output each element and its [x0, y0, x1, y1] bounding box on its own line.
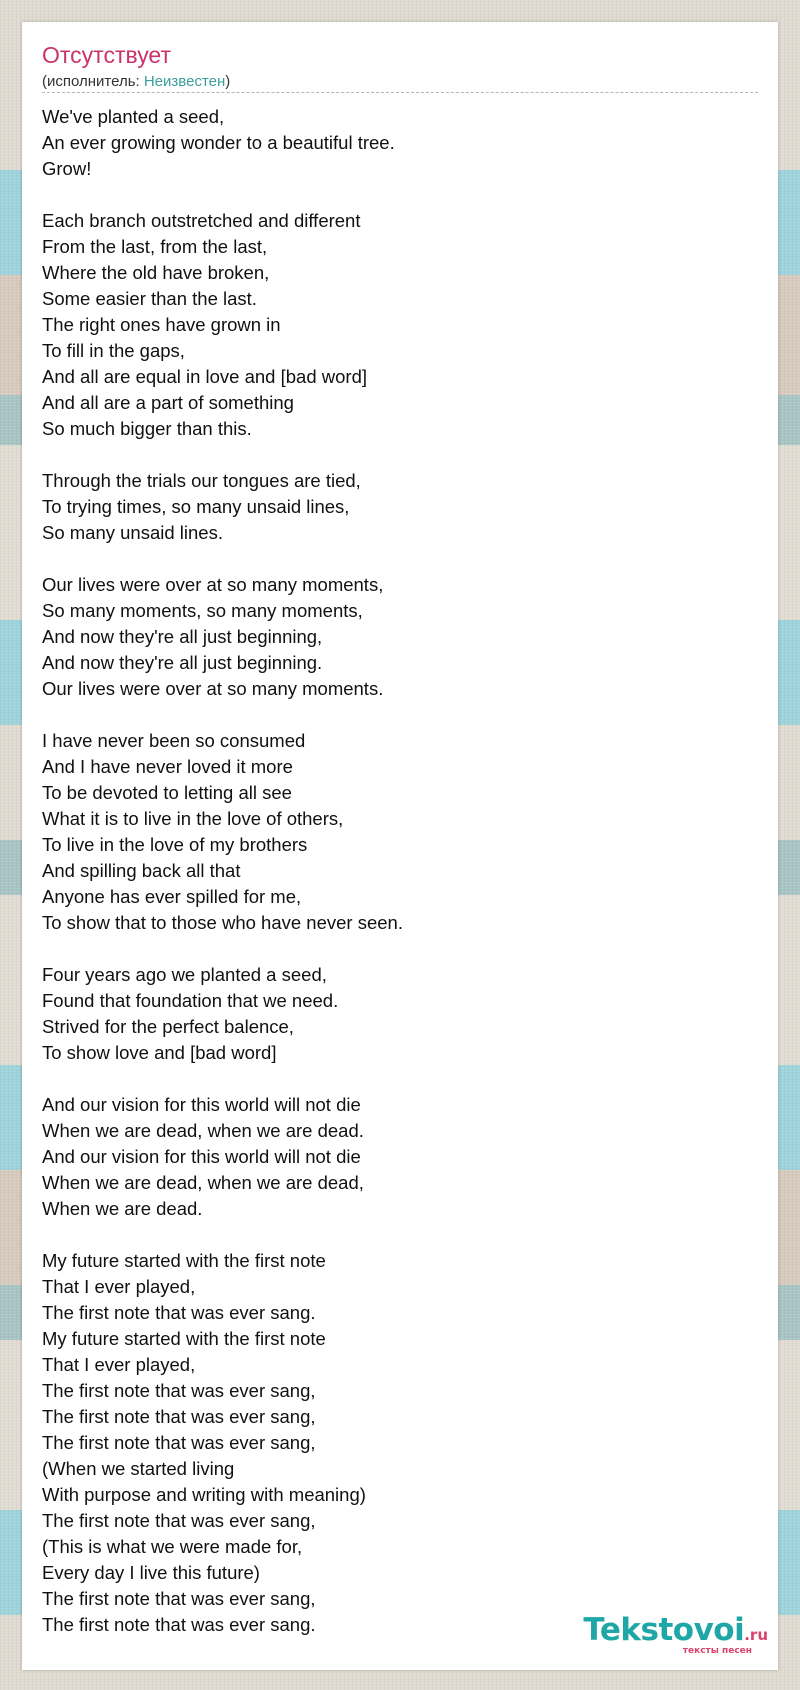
- lyric-line: The first note that was ever sang,: [42, 1406, 316, 1427]
- lyric-line: When we are dead.: [42, 1198, 203, 1219]
- lyric-line: My future started with the first note: [42, 1328, 326, 1349]
- lyric-line: The first note that was ever sang,: [42, 1588, 316, 1609]
- lyric-line: With purpose and writing with meaning): [42, 1484, 366, 1505]
- lyric-line: Found that foundation that we need.: [42, 990, 339, 1011]
- lyric-line: Where the old have broken,: [42, 262, 270, 283]
- lyric-line: My future started with the first note: [42, 1250, 326, 1271]
- lyric-line: To fill in the gaps,: [42, 340, 185, 361]
- tekstovoi-logo[interactable]: [583, 1612, 768, 1656]
- lyric-line: That I ever played,: [42, 1354, 196, 1375]
- lyrics-stanza: [42, 728, 758, 936]
- lyric-line: From the last, from the last,: [42, 236, 268, 257]
- lyric-line: Our lives were over at so many moments.: [42, 678, 384, 699]
- artist-suffix: ): [225, 73, 231, 90]
- lyric-line: To show that to those who have never seen.: [42, 912, 403, 933]
- lyric-line: And our vision for this world will not die: [42, 1094, 361, 1115]
- lyrics-text: [42, 104, 758, 1664]
- logo-name: Tekstovoi: [583, 1612, 745, 1648]
- lyric-line: So many moments, so many moments,: [42, 600, 363, 621]
- lyric-line: The right ones have grown in: [42, 314, 281, 335]
- lyrics-stanza: [42, 1092, 758, 1222]
- lyric-line: What it is to live in the love of others,: [42, 808, 344, 829]
- lyric-line: (This is what we were made for,: [42, 1536, 303, 1557]
- lyric-line: To show love and [bad word]: [42, 1042, 277, 1063]
- lyric-line: The first note that was ever sang,: [42, 1510, 316, 1531]
- lyric-line: Each branch outstretched and different: [42, 210, 361, 231]
- lyric-line: To trying times, so many unsaid lines,: [42, 496, 350, 517]
- lyrics-stanza: [42, 1248, 758, 1638]
- lyric-line: The first note that was ever sang,: [42, 1432, 316, 1453]
- lyric-line: And all are equal in love and [bad word]: [42, 366, 367, 387]
- lyric-line: So many unsaid lines.: [42, 522, 223, 543]
- lyrics-stanza: [42, 962, 758, 1066]
- lyric-line: To live in the love of my brothers: [42, 834, 308, 855]
- lyrics-stanza: [42, 208, 758, 442]
- lyric-line: And now they're all just beginning.: [42, 652, 323, 673]
- artist-line: [42, 73, 230, 91]
- lyrics-stanza: [42, 572, 758, 702]
- lyric-line: The first note that was ever sang,: [42, 1380, 316, 1401]
- artist-prefix: (исполнитель:: [42, 73, 144, 90]
- lyric-line: When we are dead, when we are dead,: [42, 1172, 364, 1193]
- lyric-line: And all are a part of something: [42, 392, 294, 413]
- lyric-line: To be devoted to letting all see: [42, 782, 292, 803]
- lyric-line: (When we started living: [42, 1458, 235, 1479]
- lyrics-stanza: [42, 468, 758, 546]
- lyric-line: Four years ago we planted a seed,: [42, 964, 327, 985]
- lyric-line: Every day I live this future): [42, 1562, 260, 1583]
- lyric-line: Some easier than the last.: [42, 288, 257, 309]
- lyrics-card: [22, 22, 778, 1670]
- lyric-line: And our vision for this world will not die: [42, 1146, 361, 1167]
- lyric-line: And spilling back all that: [42, 860, 241, 881]
- lyric-line: Through the trials our tongues are tied,: [42, 470, 361, 491]
- lyric-line: Strived for the perfect balence,: [42, 1016, 294, 1037]
- lyrics-stanza: [42, 104, 758, 182]
- lyric-line: The first note that was ever sang.: [42, 1302, 316, 1323]
- lyric-line: Our lives were over at so many moments,: [42, 574, 384, 595]
- lyric-line: And now they're all just beginning,: [42, 626, 323, 647]
- lyric-line: When we are dead, when we are dead.: [42, 1120, 364, 1141]
- lyric-line: Grow!: [42, 158, 92, 179]
- lyric-line: And I have never loved it more: [42, 756, 293, 777]
- lyric-line: Anyone has ever spilled for me,: [42, 886, 302, 907]
- song-title: Отсутствует: [42, 42, 171, 68]
- lyric-line: That I ever played,: [42, 1276, 196, 1297]
- lyric-line: The first note that was ever sang.: [42, 1614, 316, 1635]
- logo-tagline: тексты песен: [682, 1646, 752, 1656]
- lyric-line: I have never been so consumed: [42, 730, 306, 751]
- artist-link[interactable]: Неизвестен: [143, 73, 226, 90]
- lyric-line: An ever growing wonder to a beautiful tree.: [42, 132, 395, 153]
- lyric-line: We've planted a seed,: [42, 106, 225, 127]
- title-divider: [42, 92, 758, 93]
- lyric-line: So much bigger than this.: [42, 418, 252, 439]
- logo-tld: .ru: [744, 1626, 768, 1644]
